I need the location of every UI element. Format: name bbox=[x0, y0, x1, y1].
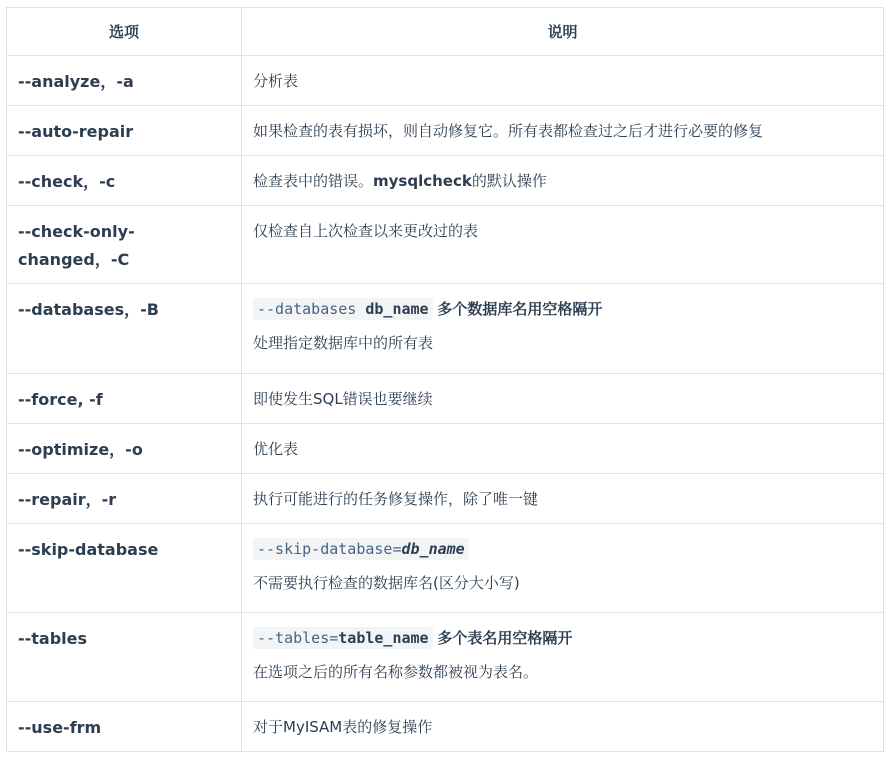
header-option: 选项 bbox=[7, 8, 242, 56]
option-cell: --tables bbox=[7, 613, 242, 702]
option-cell: --skip-database bbox=[7, 524, 242, 613]
description-cell bbox=[242, 613, 884, 702]
option-cell: --use-frm bbox=[7, 702, 242, 752]
description-text: 在选项之后的所有名称参数都被视为表名。 bbox=[253, 663, 539, 681]
option-cell: --analyze，-a bbox=[7, 56, 242, 106]
description-cell bbox=[242, 156, 884, 206]
description-cell: 对于MyISAM表的修复操作 bbox=[242, 702, 884, 752]
description-cell: 如果检查的表有损坏，则自动修复它。所有表都检查过之后才进行必要的修复 bbox=[242, 106, 884, 156]
syntax-code: --skip-database=db_name bbox=[253, 538, 469, 560]
syntax-note: 多个表名用空格隔开 bbox=[437, 629, 573, 647]
options-table-container bbox=[6, 7, 883, 752]
option-cell: --check，-c bbox=[7, 156, 242, 206]
table-row bbox=[7, 702, 884, 752]
description-text: 检查表中的错误。 bbox=[253, 172, 374, 190]
syntax-code: --tables=table_name bbox=[253, 627, 433, 649]
table-row bbox=[7, 284, 884, 374]
option-cell: --databases，-B bbox=[7, 284, 242, 374]
header-description: 说明 bbox=[242, 8, 884, 56]
table-row bbox=[7, 524, 884, 613]
option-cell: --optimize，-o bbox=[7, 424, 242, 474]
option-cell: --force, -f bbox=[7, 374, 242, 424]
table-row bbox=[7, 106, 884, 156]
description-cell: 分析表 bbox=[242, 56, 884, 106]
syntax-line bbox=[253, 536, 871, 562]
command-name: mysqlcheck bbox=[373, 172, 472, 190]
description-text: 不需要执行检查的数据库名(区分大小写) bbox=[253, 574, 520, 592]
table-row bbox=[7, 474, 884, 524]
description-cell bbox=[242, 524, 884, 613]
syntax-line bbox=[253, 625, 871, 651]
syntax-note: 多个数据库名用空格隔开 bbox=[437, 300, 603, 318]
syntax-code: --databases db_name bbox=[253, 298, 433, 320]
description-cell bbox=[242, 284, 884, 374]
option-cell: --auto-repair bbox=[7, 106, 242, 156]
table-row bbox=[7, 56, 884, 106]
option-cell: --repair，-r bbox=[7, 474, 242, 524]
syntax-line bbox=[253, 296, 871, 322]
table-row bbox=[7, 424, 884, 474]
table-row bbox=[7, 374, 884, 424]
description-cell: 仅检查自上次检查以来更改过的表 bbox=[242, 206, 884, 284]
options-table bbox=[6, 7, 884, 752]
description-text: 处理指定数据库中的所有表 bbox=[253, 334, 434, 352]
table-header-row bbox=[7, 8, 884, 56]
option-cell: --check-only-changed，-C bbox=[7, 206, 242, 284]
description-text: 的默认操作 bbox=[471, 172, 547, 190]
table-row bbox=[7, 156, 884, 206]
description-cell: 执行可能进行的任务修复操作，除了唯一键 bbox=[242, 474, 884, 524]
table-row bbox=[7, 613, 884, 702]
description-cell: 即使发生SQL错误也要继续 bbox=[242, 374, 884, 424]
description-cell: 优化表 bbox=[242, 424, 884, 474]
table-row bbox=[7, 206, 884, 284]
